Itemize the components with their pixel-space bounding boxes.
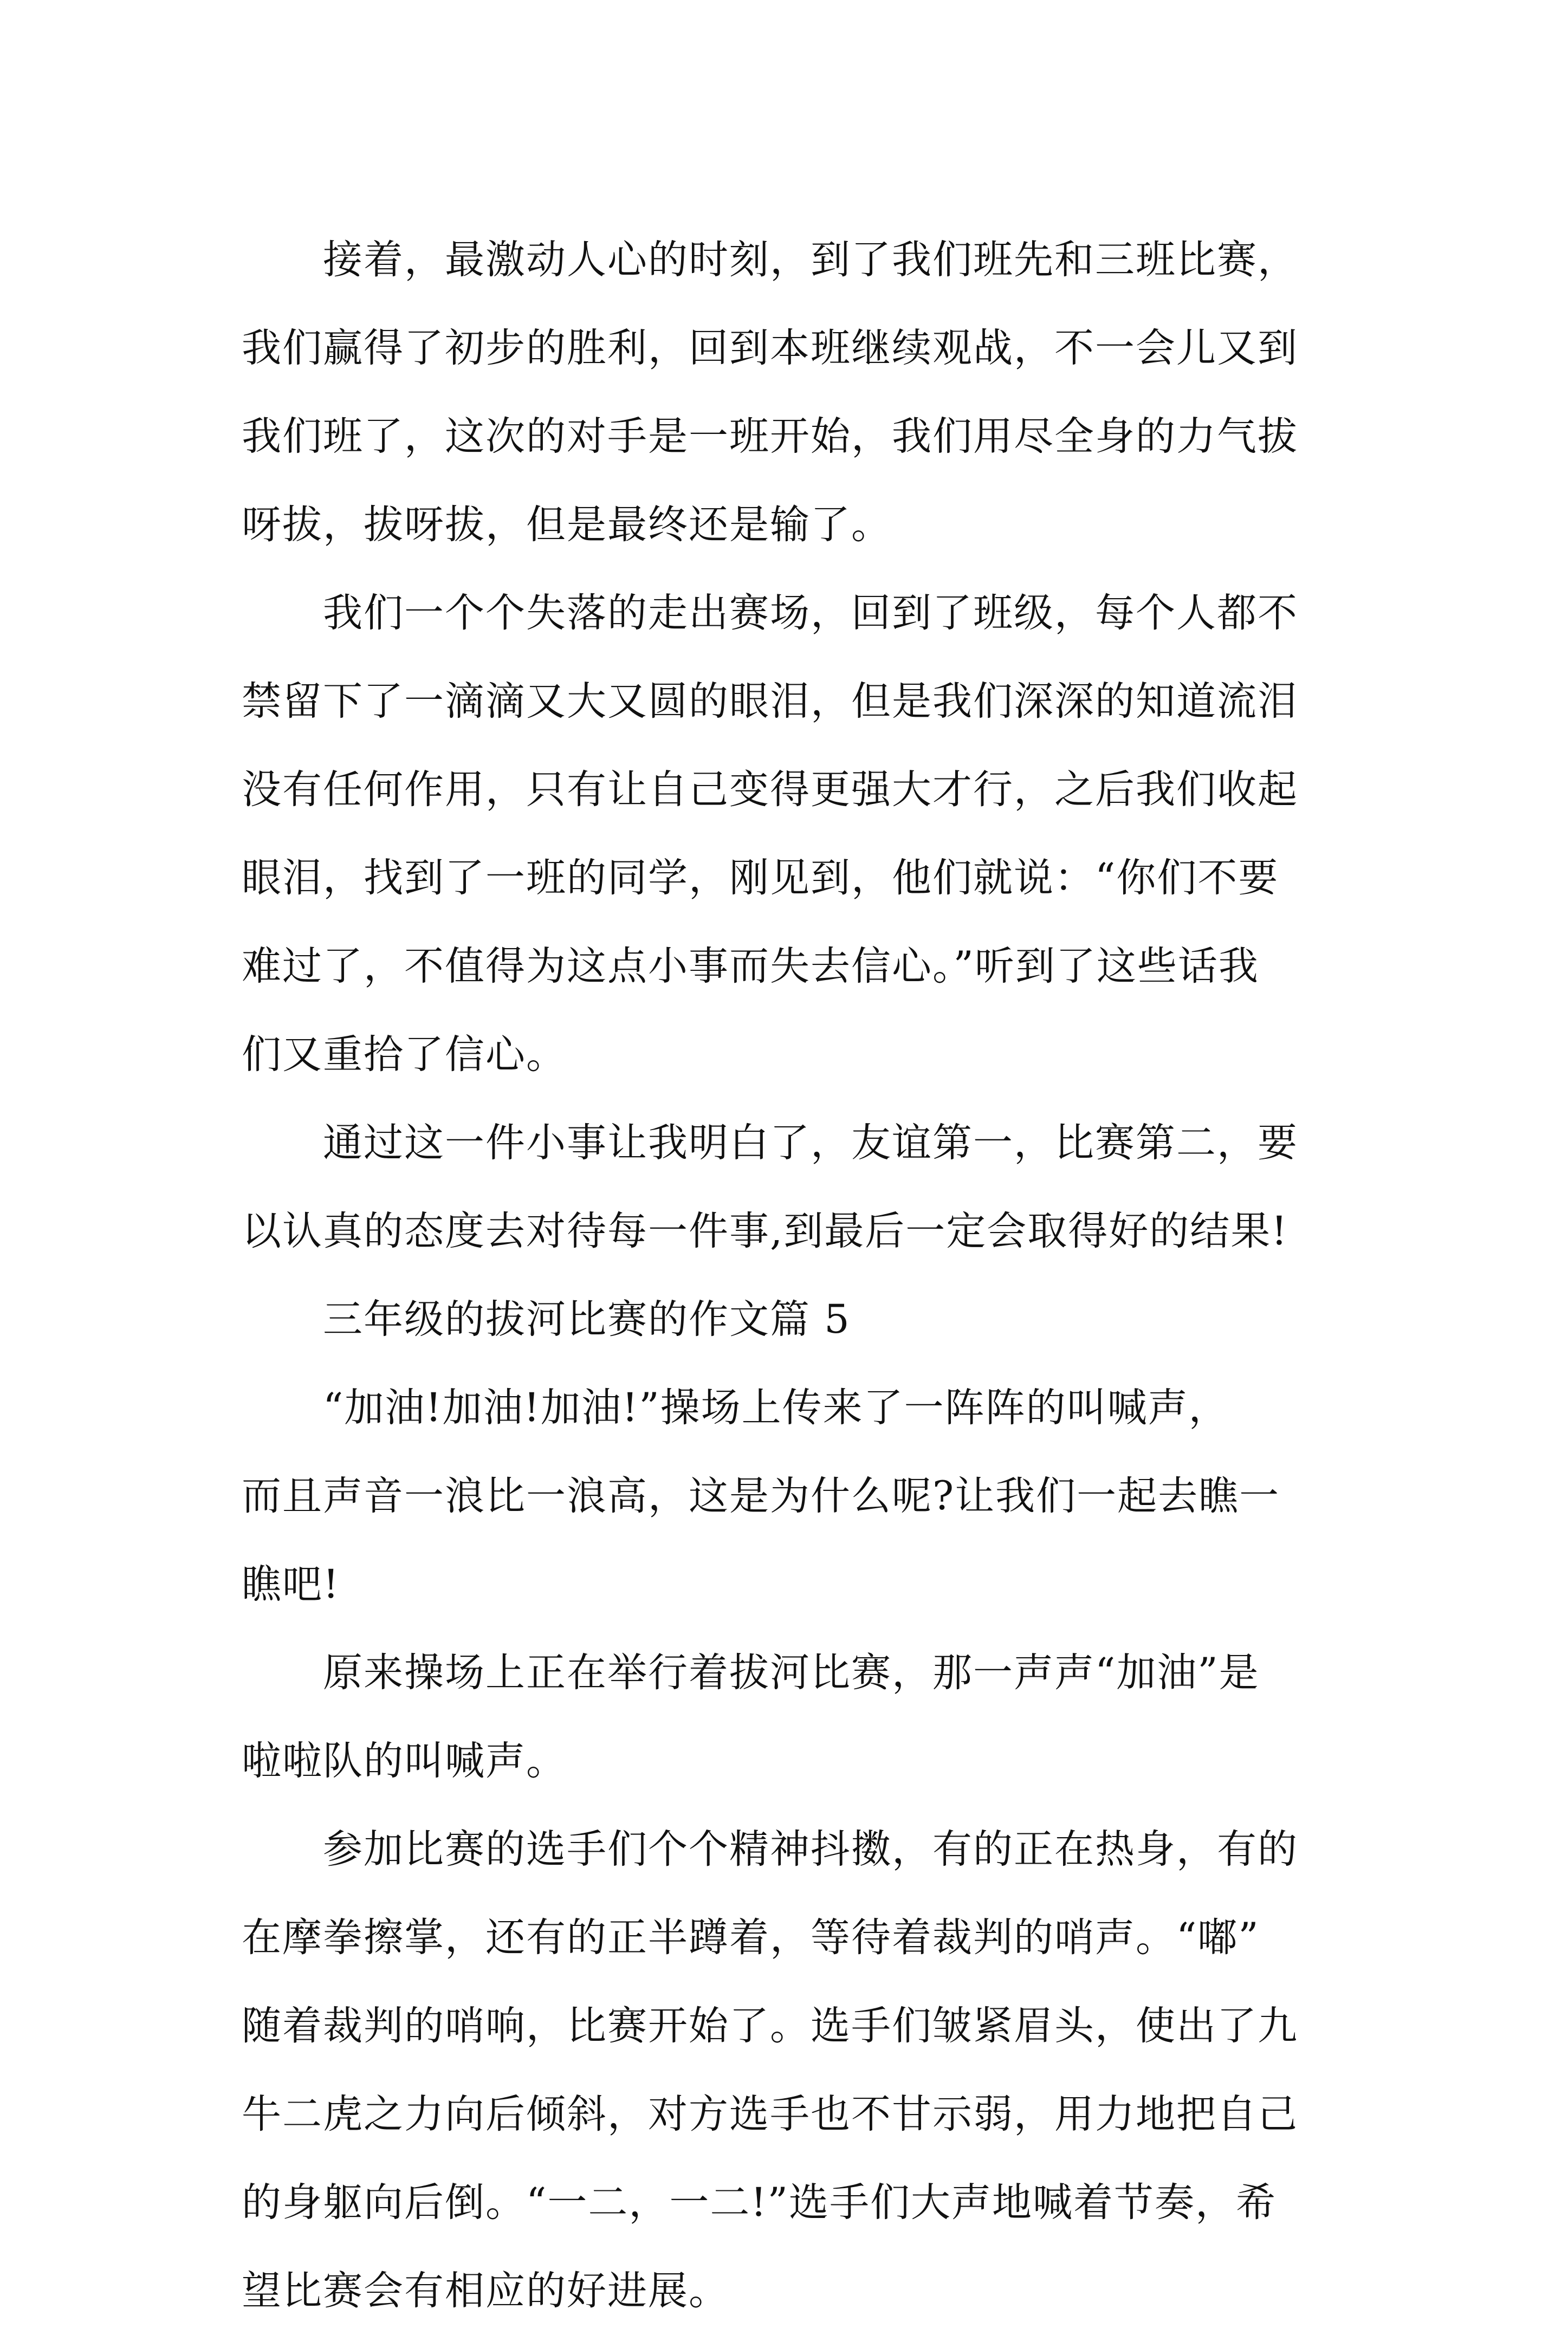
paragraph-line: 难过了，不值得为这点小事而失去信心。”听到了这些话我	[242, 943, 1259, 989]
paragraph-line: 在摩拳擦掌，还有的正半蹲着，等待着裁判的哨声。“嘟”	[242, 1915, 1260, 1961]
paragraph-2	[242, 569, 1344, 1099]
section-title: 三年级的拔河比赛的作文篇 5	[323, 1296, 851, 1342]
paragraph-line: 我们赢得了初步的胜利，回到本班继续观战，不一会儿又到	[242, 325, 1298, 371]
paragraph-line: 而且声音一浪比一浪高，这是为什么呢?让我们一起去瞧一	[242, 1473, 1280, 1519]
paragraph-line: 我们班了，这次的对手是一班开始，我们用尽全身的力气拔	[242, 413, 1298, 459]
paragraph-line: 接着，最激动人心的时刻，到了我们班先和三班比赛，	[323, 237, 1298, 283]
paragraph-line: 牛二虎之力向后倾斜，对方选手也不甘示弱，用力地把自己	[242, 2091, 1298, 2137]
section-heading	[242, 1275, 1344, 1364]
paragraph-line: 啦啦队的叫喊声。	[242, 1738, 567, 1784]
paragraph-line: 通过这一件小事让我明白了，友谊第一，比赛第二，要	[323, 1120, 1298, 1166]
paragraph-line: 瞧吧!	[242, 1561, 340, 1607]
paragraph-line: 以认真的态度去对待每一件事,到最后一定会取得好的结果!	[242, 1208, 1288, 1254]
paragraph-line: 呀拔，拔呀拔，但是最终还是输了。	[242, 502, 892, 548]
paragraph-line: 随着裁判的哨响，比赛开始了。选手们皱紧眉头，使出了九	[242, 2003, 1298, 2049]
paragraph-line: 禁留下了一滴滴又大又圆的眼泪，但是我们深深的知道流泪	[242, 678, 1298, 724]
paragraph-line: 没有任何作用，只有让自己变得更强大才行，之后我们收起	[242, 767, 1298, 813]
paragraph-line: 的身躯向后倒。“一二，一二!”选手们大声地喊着节奏，希	[242, 2180, 1277, 2226]
document-body	[242, 216, 1344, 2335]
paragraph-4	[242, 1364, 1344, 1629]
paragraph-line: “加油!加油!加油!”操场上传来了一阵阵的叫喊声，	[323, 1385, 1229, 1431]
paragraph-5	[242, 1629, 1344, 1805]
paragraph-1	[242, 216, 1344, 569]
paragraph-6	[242, 1805, 1344, 2335]
paragraph-line: 眼泪，找到了一班的同学，刚见到，他们就说：“你们不要	[242, 855, 1279, 901]
paragraph-line: 望比赛会有相应的好进展。	[242, 2268, 729, 2314]
paragraph-line: 我们一个个失落的走出赛场，回到了班级，每个人都不	[323, 590, 1298, 636]
paragraph-line: 们又重拾了信心。	[242, 1032, 567, 1078]
paragraph-line: 原来操场上正在举行着拔河比赛，那一声声“加油”是	[323, 1650, 1260, 1696]
paragraph-line: 参加比赛的选手们个个精神抖擞，有的正在热身，有的	[323, 1826, 1298, 1872]
paragraph-3	[242, 1099, 1344, 1275]
